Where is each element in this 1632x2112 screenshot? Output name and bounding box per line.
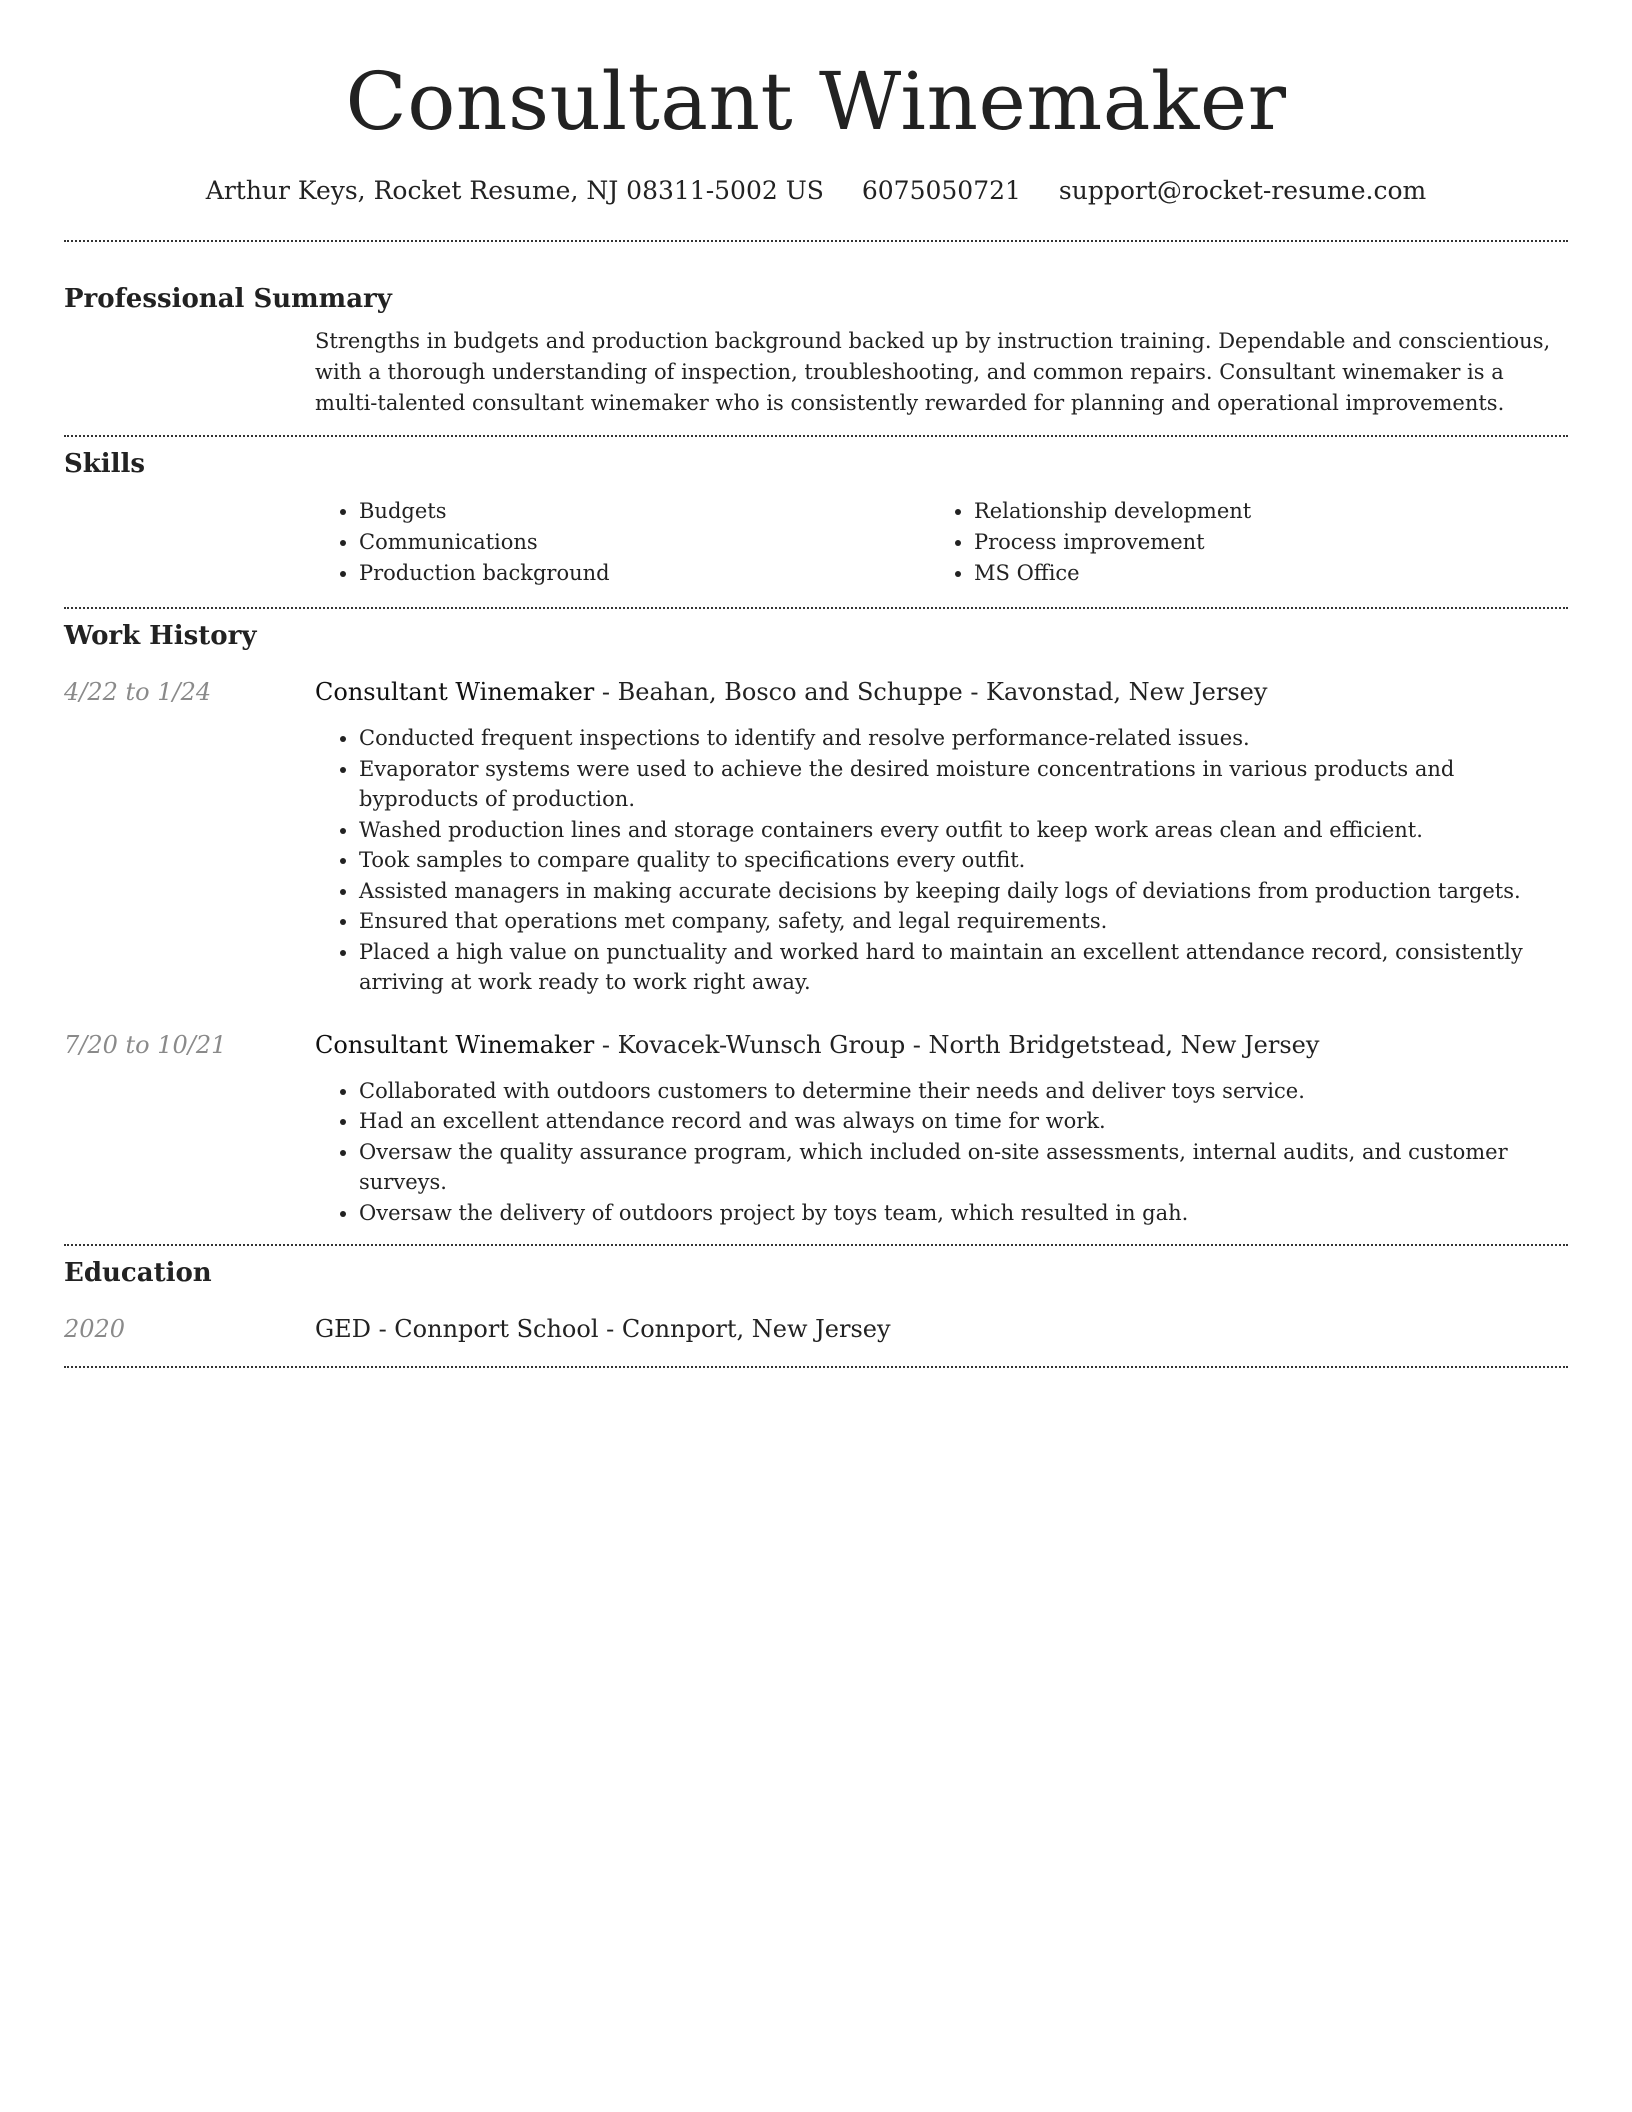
skill-item: • Production background [359,558,930,589]
education-section [64,1256,1568,1346]
contact-email: support@rocket-resume.com [1058,176,1427,205]
work-history-section [64,619,1568,1228]
section-heading-summary: Professional Summary [64,284,392,314]
skill-item: • Relationship development [974,496,1545,527]
contact-phone: 6075050721 [861,176,1021,205]
education-year: 2020 [64,1315,126,1343]
job-company: - Kovacek-Wunsch Group - North Bridgetstead, New Jersey [594,1030,1320,1059]
duty-item: • Washed production lines and storage containers every outfit to keep work areas clean and efficient. [359,815,1568,846]
divider [64,240,1568,242]
duty-item: • Oversaw the quality assurance program, which included on-site assessments, internal audits, and customer surveys. [359,1137,1568,1198]
skill-item: • Process improvement [974,527,1545,558]
summary-section [64,282,1568,419]
job-heading [315,1028,1568,1062]
job-dates: 7/20 to 10/21 [64,1030,227,1059]
skills-list-left [315,496,930,589]
job-role: Consultant Winemaker [315,1030,595,1059]
divider [64,1366,1568,1368]
resume-title: Consultant Winemaker [345,55,1287,148]
job-dates: 4/22 to 1/24 [64,678,212,706]
job-entry [64,675,1568,998]
divider [64,1244,1568,1246]
contact-line [64,174,1568,208]
section-heading-work-history: Work History [64,621,257,651]
skills-list-right [930,496,1545,589]
job-duties [315,1076,1568,1229]
skill-item: • Budgets [359,496,930,527]
job-company: - Beahan, Bosco and Schuppe - Kavonstad, New Jersey [594,678,1268,706]
duty-item: • Had an excellent attendance record and was always on time for work. [359,1106,1568,1137]
resume-page [64,0,1568,1368]
skill-item: • MS Office [974,558,1545,589]
skills-section [64,447,1568,589]
job-duties [315,723,1568,998]
divider [64,607,1568,609]
job-entry [64,1028,1568,1229]
duty-item: • Evaporator systems were used to achieve the desired moisture concentrations in various products and byproducts of production. [359,754,1568,815]
section-heading-skills: Skills [64,449,146,479]
section-heading-education: Education [64,1258,212,1288]
duty-item: • Placed a high value on punctuality and worked hard to maintain an excellent attendance record, consistently arriving at work ready to work right away. [359,937,1568,998]
duty-item: • Assisted managers in making accurate decisions by keeping daily logs of deviations from production targets. [359,876,1568,907]
education-details: GED - Connport School - Connport, New Jersey [315,1315,891,1343]
duty-item: • Collaborated with outdoors customers to determine their needs and deliver toys service. [359,1076,1568,1107]
education-entry [64,1312,1568,1346]
job-heading [315,675,1568,709]
divider [64,435,1568,437]
duty-item: • Ensured that operations met company, safety, and legal requirements. [359,906,1568,937]
skill-item: • Communications [359,527,930,558]
duty-item: • Took samples to compare quality to specifications every outfit. [359,845,1568,876]
job-role: Consultant Winemaker [315,678,595,706]
duty-item: • Conducted frequent inspections to identify and resolve performance-related issues. [359,723,1568,754]
summary-text: Strengths in budgets and production background backed up by instruction training. Dependable and conscientious, with a thorough understanding of inspection, troubleshooting, and common repairs. Consultant winemaker is a multi-talented consultant winemaker who is consistently rewarded for planning and operational improvements. [315,329,1551,415]
contact-address: Arthur Keys, Rocket Resume, NJ 08311-5002 US [205,176,824,205]
duty-item: • Oversaw the delivery of outdoors project by toys team, which resulted in gah. [359,1198,1568,1229]
